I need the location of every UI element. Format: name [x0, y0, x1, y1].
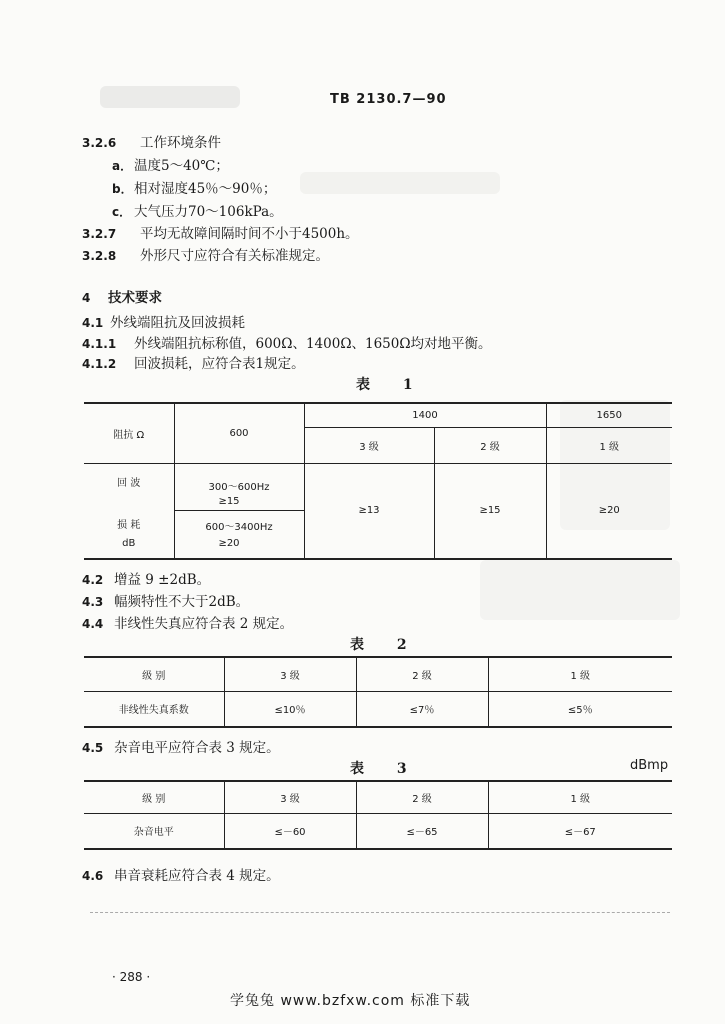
grade-header: 级 别 [84, 781, 224, 813]
table2-title: 表 2 [350, 637, 421, 653]
grade-1-header: 1 级 [546, 427, 672, 463]
section-4-1 [82, 311, 245, 331]
row-label-unit: dB [122, 537, 136, 549]
scan-divider [90, 912, 670, 913]
section-4-4 [82, 612, 293, 632]
section-text: 幅频特性不大于2dB。 [114, 594, 250, 610]
section-4-1-1 [82, 332, 492, 352]
section-number: 3.2.6 [82, 136, 117, 150]
section-text: 技术要求 [108, 290, 162, 306]
section-3-2-7 [82, 222, 359, 242]
section-number: 3.2.7 [82, 227, 117, 241]
noise-level-table [84, 780, 672, 850]
table3-unit: dBmp [630, 758, 669, 773]
section-text: 杂音电平应符合表 3 规定。 [114, 740, 280, 756]
section-text: 外线端阻抗标称值，600Ω、1400Ω、1650Ω均对地平衡。 [134, 336, 492, 352]
grade-3-header: 3 级 [224, 657, 356, 691]
value-grade-3: ≥13 [304, 463, 434, 559]
section-3-2-6 [82, 131, 221, 151]
section-number: 4.1 [82, 316, 104, 330]
section-number: 4 [82, 291, 91, 305]
grade-3-header: 3 级 [224, 781, 356, 813]
value-low: ≥15 [218, 495, 240, 507]
section-4 [82, 286, 162, 306]
item-label: c． [112, 205, 132, 219]
distortion-label: 非线性失真系数 [84, 691, 224, 727]
range-high: 600～3400Hz [205, 521, 273, 533]
item-label: a． [112, 159, 133, 173]
condition-c [112, 200, 283, 220]
section-text: 非线性失真应符合表 2 规定。 [114, 616, 294, 632]
condition-b [112, 177, 276, 197]
grade-2-header: 2 级 [356, 657, 488, 691]
section-number: 4.5 [82, 741, 104, 755]
section-text: 增益 9 ±2dB。 [114, 572, 211, 588]
distortion-grade-3: ≤10％ [224, 691, 356, 727]
doc-code-header: TB 2130.7—90 [330, 92, 447, 107]
row-label-return: 回 波 [117, 477, 141, 489]
grade-header: 级 别 [84, 657, 224, 691]
grade-3-header: 3 级 [304, 427, 434, 463]
row-label-cell [84, 463, 174, 559]
section-number: 4.3 [82, 595, 104, 609]
col-1400-header: 1400 [304, 403, 546, 427]
row-label-loss: 损 耗 [117, 519, 141, 531]
section-number: 4.4 [82, 617, 104, 631]
col-1650-header: 1650 [546, 403, 672, 427]
section-text: 串音衰耗应符合表 4 规定。 [114, 868, 280, 884]
distortion-grade-1: ≤5％ [488, 691, 672, 727]
value-grade-2: ≥15 [434, 463, 546, 559]
noise-grade-1: ≤－67 [488, 813, 672, 849]
section-number: 4.1.1 [82, 337, 117, 351]
section-4-5 [82, 736, 280, 756]
range-low: 300～600Hz [208, 481, 270, 493]
grade-1-header: 1 级 [488, 781, 672, 813]
section-text: 外形尺寸应符合有关标准规定。 [140, 248, 329, 264]
section-text: 外线端阻抗及回波损耗 [110, 315, 245, 331]
noise-grade-2: ≤－65 [356, 813, 488, 849]
grade-1-header: 1 级 [488, 657, 672, 691]
section-4-6 [82, 864, 280, 884]
page-number: · 288 · [112, 970, 151, 984]
section-number: 4.1.2 [82, 357, 117, 371]
noise-grade-3: ≤－60 [224, 813, 356, 849]
table3-title: 表 3 [350, 761, 421, 777]
nonlinear-distortion-table [84, 656, 672, 728]
grade-2-header: 2 级 [356, 781, 488, 813]
item-text: 大气压力70～106kPa。 [134, 204, 283, 220]
section-number: 4.2 [82, 573, 104, 587]
section-number: 3.2.8 [82, 249, 117, 263]
section-4-2 [82, 568, 210, 588]
item-text: 相对湿度45％～90％； [134, 181, 277, 197]
noise-label: 杂音电平 [84, 813, 224, 849]
section-text: 回波损耗，应符合表1规定。 [134, 356, 305, 372]
site-footer: 学兔兔 www.bzfxw.com 标准下载 [230, 993, 471, 1009]
section-number: 4.6 [82, 869, 104, 883]
condition-a [112, 154, 229, 174]
col-600-values [174, 463, 304, 559]
section-text: 工作环境条件 [140, 135, 221, 151]
section-4-1-2 [82, 352, 305, 372]
section-text: 平均无故障间隔时间不小于4500h。 [140, 226, 359, 242]
item-text: 温度5～40℃； [134, 158, 229, 174]
distortion-grade-2: ≤7％ [356, 691, 488, 727]
col-600-header: 600 [174, 403, 304, 463]
return-loss-table [84, 402, 672, 560]
grade-2-header: 2 级 [434, 427, 546, 463]
impedance-header: 阻抗 Ω [84, 403, 174, 463]
table1-title: 表 1 [356, 377, 427, 393]
value-high: ≥20 [218, 537, 240, 549]
value-grade-1: ≥20 [546, 463, 672, 559]
item-label: b． [112, 182, 133, 196]
section-4-3 [82, 590, 249, 610]
section-3-2-8 [82, 244, 329, 264]
